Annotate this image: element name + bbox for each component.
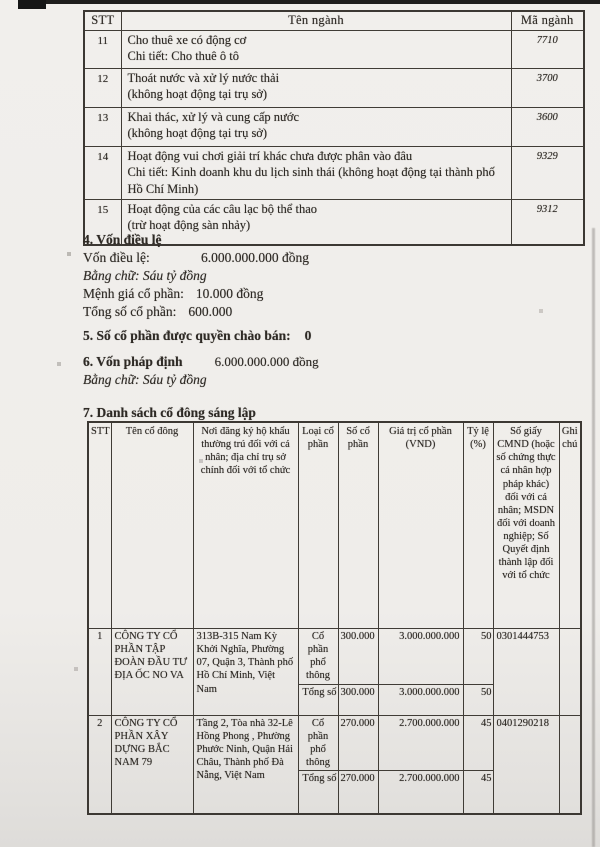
founders-header-id: Số giấy CMND (hoặc số chứng thực cá nhân hợp pháp khác) đối với cá nhân; MSDN đối với doanh nghiệp; Số Quyết định thành lập đối với tổ chức [493,422,559,629]
industry-row-code: 9312 [511,199,584,245]
industry-detail-line: Chi tiết: Kinh doanh khu du lịch sinh thái (không hoạt động tại thành phố Hồ Chí Minh) [127,165,495,196]
founder-total-pct: 45 [463,771,493,815]
founder-share-value: 3.000.000.000 [378,629,463,685]
charter-capital-in-words: Bằng chữ: Sáu tỷ đồng [83,268,207,283]
industry-header-row [84,11,584,30]
industry-name-line: Thoát nước và xử lý nước thải [127,70,280,85]
industry-row-number: 12 [84,68,121,107]
industry-row-number: 11 [84,30,121,68]
founder-id-number: 0401290218 [493,715,559,814]
scan-artifact-line [46,0,600,4]
industry-row-code: 7710 [511,30,584,68]
section-4-heading: 4. Vốn điều lệ [83,232,162,247]
industry-row-name [121,68,511,107]
charter-capital-line [83,249,573,267]
founder-total-value: 2.700.000.000 [378,771,463,815]
industry-row [84,146,584,199]
founders-header-stt: STT [88,422,111,629]
industry-detail-line: (trừ hoạt động sàn nhảy) [127,218,251,232]
industry-row-name [121,30,511,68]
industry-row [84,30,584,68]
charter-capital-label: Vốn điều lệ: [83,250,150,265]
founder-id-number: 0301444753 [493,629,559,716]
founders-header-address: Nơi đăng ký hộ khẩu thường trú đối với cá nhân; địa chỉ trụ sở chính đối với tổ chức [193,422,298,629]
industry-name-line: Cho thuê xe có động cơ [127,32,247,47]
total-shares-line [83,303,573,321]
founder-row [88,715,581,771]
industry-name-line: Khai thác, xử lý và cung cấp nước [127,109,299,124]
scan-artifact-streak [592,228,595,847]
founder-number: 1 [88,629,111,716]
par-value: 10.000 đồng [195,286,264,301]
industry-table [83,10,585,246]
industry-row-code: 3700 [511,68,584,107]
industry-row [84,107,584,146]
total-shares-value: 600.000 [188,304,233,319]
founder-shares: 270.000 [338,715,378,771]
founder-share-type: Cổ phần phổ thông [298,629,338,685]
industry-row-number: 14 [84,146,121,199]
section-5-line [83,327,573,345]
industry-row-number: 13 [84,107,121,146]
offered-shares-value: 0 [304,328,312,343]
founder-pct: 50 [463,629,493,685]
industry-row-code: 3600 [511,107,584,146]
legal-capital-value: 6.000.000.000 đồng [214,354,319,369]
industry-row-code: 9329 [511,146,584,199]
founders-header-row [88,422,581,629]
founder-pct: 45 [463,715,493,771]
founders-header-name: Tên cổ đông [111,422,193,629]
legal-capital-in-words: Bằng chữ: Sáu tỷ đồng [83,372,207,387]
founders-header-share-type: Loại cổ phần [298,422,338,629]
industry-row-name [121,146,511,199]
founder-total-value: 3.000.000.000 [378,684,463,715]
founder-address: Tầng 2, Tòa nhà 32-Lê Hồng Phong , Phường Phước Ninh, Quận Hải Châu, Thành phố Đà Nẵng, Việt Nam [193,715,298,814]
founders-header-value: Giá trị cổ phần (VND) [378,422,463,629]
founder-total-shares: 300.000 [338,684,378,715]
industry-name-line: Hoạt động vui chơi giải trí khác chưa được phân vào đâu [127,148,413,163]
founder-share-type: Cổ phần phổ thông [298,715,338,771]
founder-note [559,715,581,814]
industry-name-line: Hoạt động của các câu lạc bộ thể thao [127,201,317,216]
founder-total-pct: 50 [463,684,493,715]
industry-row-number: 15 [84,199,121,245]
industry-header-name: Tên ngành [121,11,511,30]
industry-header-stt: STT [84,11,121,30]
section-6-heading: 6. Vốn pháp định [83,354,183,369]
industry-row-name [121,107,511,146]
founder-address: 313B-315 Nam Kỳ Khởi Nghĩa, Phường 07, Quận 3, Thành phố Hồ Chí Minh, Việt Nam [193,629,298,716]
industry-detail-line: Chi tiết: Cho thuê ô tô [127,49,239,63]
founder-name: CÔNG TY CỔ PHẦN TẬP ĐOÀN ĐẦU TƯ ĐỊA ỐC NO VA [111,629,193,716]
founder-share-value: 2.700.000.000 [378,715,463,771]
founders-header-pct: Tỷ lệ (%) [463,422,493,629]
founder-shares: 300.000 [338,629,378,685]
section-5-heading: 5. Số cổ phần được quyền chào bán: [83,328,291,343]
par-value-label: Mệnh giá cổ phần: [83,286,184,301]
section-7-heading: 7. Danh sách cổ đông sáng lập [83,405,256,420]
capital-sections [83,231,573,422]
section-6-line [83,353,573,371]
industry-detail-line: (không hoạt động tại trụ sở) [127,87,268,101]
par-value-line [83,285,573,303]
founders-header-note: Ghi chú [559,422,581,629]
founder-row [88,629,581,685]
founder-name: CÔNG TY CỔ PHẦN XÂY DỰNG BẮC NAM 79 [111,715,193,814]
total-shares-label: Tổng số cổ phần: [83,304,177,319]
founder-note [559,629,581,716]
industry-detail-line: (không hoạt động tại trụ sở) [127,126,268,140]
founder-total-shares: 270.000 [338,771,378,815]
industry-header-code: Mã ngành [511,11,584,30]
industry-row [84,68,584,107]
founders-header-shares: Số cổ phần [338,422,378,629]
founder-total-label: Tổng số [298,771,338,815]
founders-table [87,421,582,815]
scan-artifact-bar [18,0,46,9]
scan-noise-specks [0,0,2,2]
charter-capital-value: 6.000.000.000 đồng [201,250,309,265]
founder-total-label: Tổng số [298,684,338,715]
founder-number: 2 [88,715,111,814]
